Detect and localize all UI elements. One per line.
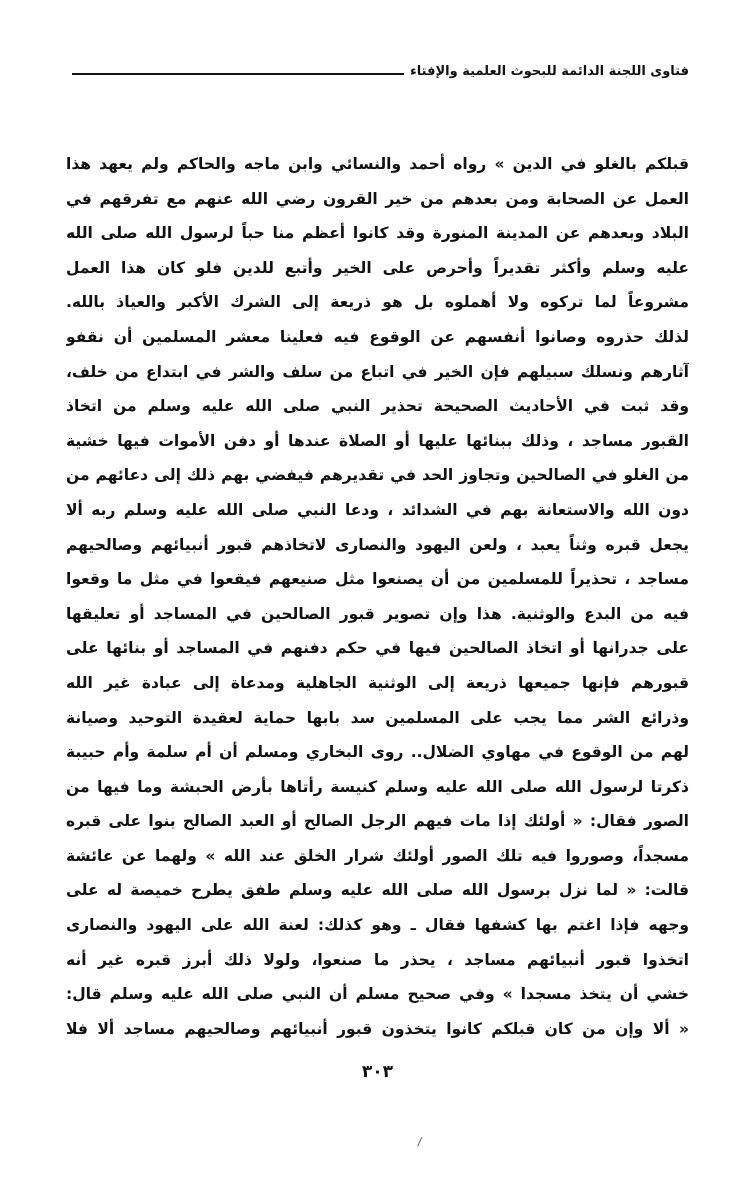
text-line: قبلكم بالغلو في الدين » رواه أحمد والنسائي وابن ماجه والحاكم ولم يعهد هذا [66, 155, 689, 173]
text-line: قالت: « لما نزل برسول الله صلى الله عليه وسلم طفق يطرح خميصة له على [66, 881, 689, 900]
header-title: فتاوى اللجنة الدائمة للبحوث العلمية والإفتاء [410, 63, 689, 79]
text-line: وقد ثبت في الأحاديث الصحيحة تحذير النبي صلى الله عليه وسلم من اتخاذ [66, 397, 689, 416]
text-line: مشروعاً لما تركوه ولا أهملوه بل هو ذريعة إلى الشرك الأكبر والعياذ بالله. [66, 293, 689, 312]
text-line: « ألا وإن من كان قبلكم كانوا يتخذون قبور أنبيائهم وصالحيهم مساجد ألا فلا [66, 1019, 689, 1038]
header-rule [72, 73, 404, 75]
page-number: ٣٠٣ [361, 1062, 394, 1082]
running-header [72, 56, 689, 86]
text-line: القبور مساجد ، وذلك ببنائها عليها أو الصلاة عندها أو دفن الأموات فيها خشية [66, 431, 689, 450]
text-line: آثارهم ونسلك سبيلهم فإن الخير في اتباع من سلف والشر في ابتداع من خلف، [66, 362, 689, 381]
text-line: فيه من البدع والوثنية. هذا وإن تصوير قبور الصالحين في المساجد أو تعليقها [66, 604, 689, 623]
text-line: دون الله والاستعانة بهم في الشدائد ، ودعا النبي صلى الله عليه وسلم ربه ألا [66, 500, 689, 519]
text-line: اتخذوا قبور أنبيائهم مساجد ، يحذر ما صنعوا، ولولا ذلك أبرز قبره غير أنه [66, 950, 689, 969]
text-line: عليه وسلم وأكثر تقديراً وأحرص على الخير وأتبع للدين فلو كان هذا العمل [66, 258, 689, 277]
text-line: خشي أن يتخذ مسجدا » وفي صحيح مسلم أن النبي صلى الله عليه وسلم قال: [66, 985, 689, 1004]
text-line: لهم من الوقوع في مهاوي الضلال.. روى البخاري ومسلم أن أم سلمة وأم حبيبة [66, 743, 689, 762]
text-line: لذلك حذروه وصانوا أنفسهم عن الوقوع فيه فعلينا معشر المسلمين أن نقفو [66, 327, 689, 346]
text-line: الصور فقال: « أولئك إذا مات فيهم الرجل الصالح أو العبد الصالح بنوا على قبره [66, 812, 689, 831]
text-line: يجعل قبره وثناً يعبد ، ولعن اليهود والنصارى لاتخاذهم قبور أنبيائهم وصالحيهم [66, 535, 689, 554]
text-line: مسجداً، وصوروا فيه تلك الصور أولئك شرار الخلق عند الله » ولهما عن عائشة [66, 846, 689, 865]
text-line: ذكرتا لرسول الله صلى الله عليه وسلم كنيسة رأتاها بأرض الحبشة وما فيها من [66, 777, 689, 796]
text-line: من الغلو في الصالحين وتجاوز الحد في تقديرهم فيفضي بهم ذلك إلى دعائهم من [66, 466, 689, 485]
stray-pen-mark [417, 1137, 428, 1149]
text-line: قبورهم فإنها جميعها ذريعة إلى الوثنية الجاهلية ومدعاة إلى عبادة غير الله [66, 673, 689, 692]
text-line: وذرائع الشر مما يجب على المسلمين سد بابها حماية لعقيدة التوحيد وصيانة [66, 708, 689, 727]
text-line: البلاد وبعدهم عن المدينة المنورة وقد كانوا أعظم منا حباً لرسول الله صلى الله [66, 224, 689, 243]
text-line: وجهه فإذا اغتم بها كشفها فقال ـ وهو كذلك: لعنة الله على اليهود والنصارى [66, 916, 689, 935]
text-line: مساجد ، تحذيراً للمسلمين من أن يصنعوا مثل صنيعهم فيقعوا في مثل ما وقعوا [66, 570, 689, 589]
body-text [66, 147, 689, 1046]
text-line: العمل عن الصحابة ومن بعدهم من خير القرون رضي الله عنهم مع تفرقهم في [66, 189, 689, 208]
text-line: على جدرانها أو اتخاذ الصالحين فيها في حكم دفنهم في المساجد أو بنائها على [66, 639, 689, 658]
